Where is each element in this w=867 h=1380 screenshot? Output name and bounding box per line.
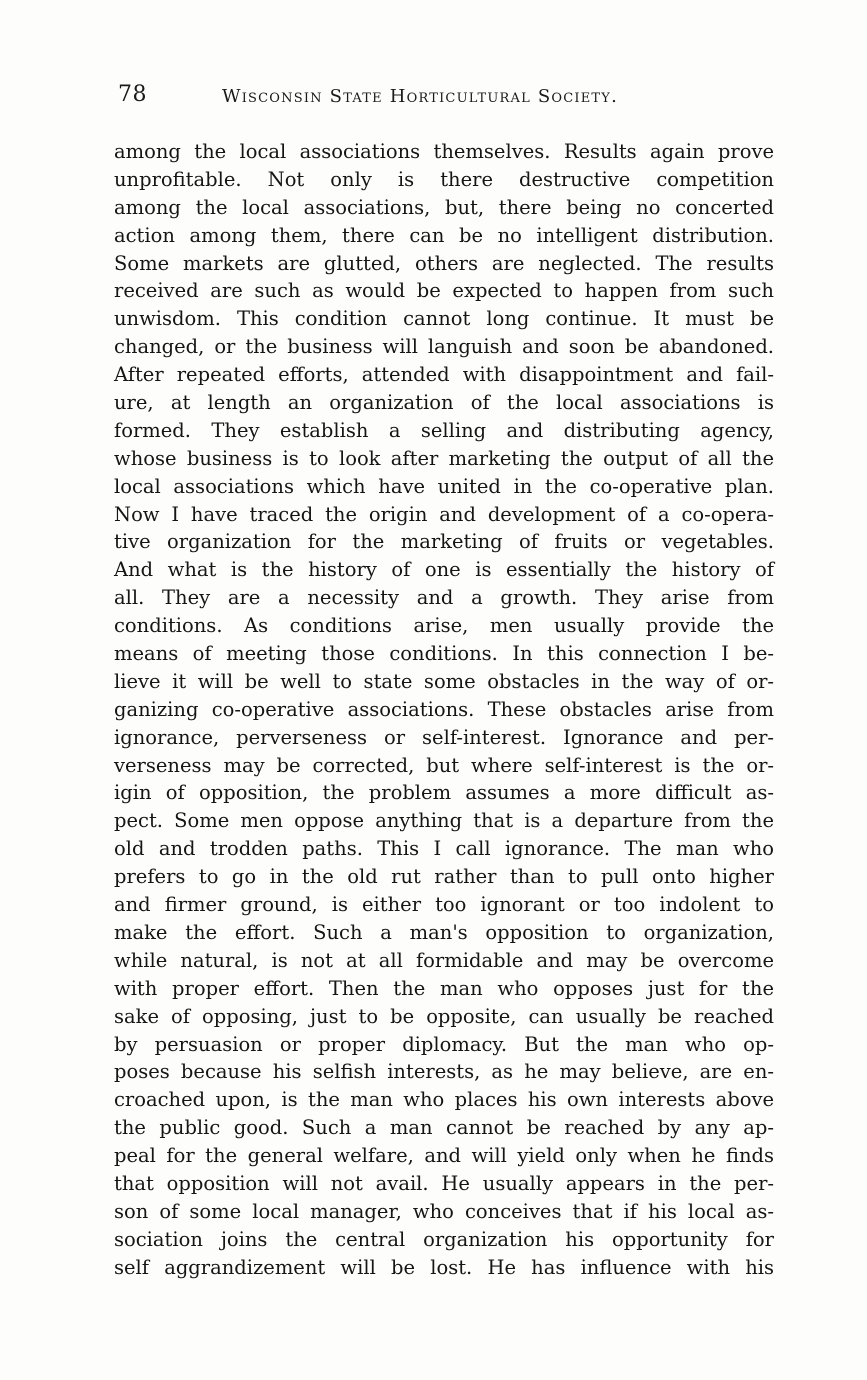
text-line: make the effort. Such a man's opposition to organization, xyxy=(114,920,774,944)
text-line: old and trodden paths. This I call ignorance. The man who xyxy=(114,837,774,861)
text-line: whose business is to look after marketing the output of all the xyxy=(114,446,774,470)
text-line: self aggrandizement will be lost. He has influence with his xyxy=(114,1255,774,1279)
text-line: local associations which have united in the co-operative plan. xyxy=(114,474,774,498)
text-line: the public good. Such a man cannot be reached by any ap- xyxy=(114,1116,774,1140)
text-line: and firmer ground, is either too ignorant or too indolent to xyxy=(114,893,774,917)
text-line: unwisdom. This condition cannot long continue. It must be xyxy=(114,307,774,331)
text-line: verseness may be corrected, but where self-interest is the or- xyxy=(114,753,774,777)
text-line: sociation joins the central organization his opportunity for xyxy=(114,1227,774,1251)
text-line: son of some local manager, who conceives that if his local as- xyxy=(114,1199,774,1223)
text-line: that opposition will not avail. He usually appears in the per- xyxy=(114,1171,774,1195)
page-header xyxy=(118,82,678,114)
page-number: 78 xyxy=(118,82,147,107)
text-line: Now I have traced the origin and development of a co-opera- xyxy=(114,502,774,526)
text-line: means of meeting those conditions. In this connection I be- xyxy=(114,642,774,666)
text-line: And what is the history of one is essentially the history of xyxy=(114,558,774,582)
text-line: poses because his selfish interests, as he may believe, are en- xyxy=(114,1060,774,1084)
text-line: received are such as would be expected to happen from such xyxy=(114,279,774,303)
text-line: changed, or the business will languish and soon be abandoned. xyxy=(114,335,774,359)
text-line: peal for the general welfare, and will yield only when he finds xyxy=(114,1144,774,1168)
text-line: tive organization for the marketing of fruits or vegetables. xyxy=(114,530,774,554)
text-line: ignorance, perverseness or self-interest. Ignorance and per- xyxy=(114,725,774,749)
text-line: After repeated efforts, attended with disappointment and fail- xyxy=(114,363,774,387)
text-line: igin of opposition, the problem assumes a more difficult as- xyxy=(114,781,774,805)
text-line: formed. They establish a selling and distributing agency, xyxy=(114,418,774,442)
running-head: Wisconsin State Horticultural Society. xyxy=(222,86,618,107)
body-text xyxy=(114,138,774,1282)
text-line: among the local associations themselves. Results again prove xyxy=(114,140,774,163)
text-line: by persuasion or proper diplomacy. But the man who op- xyxy=(114,1032,774,1056)
text-line: sake of opposing, just to be opposite, can usually be reached xyxy=(114,1004,774,1028)
text-line: all. They are a necessity and a growth. They arise from xyxy=(114,586,774,610)
text-line: ure, at length an organization of the local associations is xyxy=(114,391,774,415)
text-line: croached upon, is the man who places his own interests above xyxy=(114,1088,774,1112)
text-line: lieve it will be well to state some obstacles in the way of or- xyxy=(114,669,774,693)
text-line: among the local associations, but, there being no concerted xyxy=(114,195,774,219)
text-line: while natural, is not at all formidable and may be overcome xyxy=(114,948,774,972)
text-line: Some markets are glutted, others are neglected. The results xyxy=(114,251,774,275)
text-line: conditions. As conditions arise, men usually provide the xyxy=(114,614,774,638)
text-line: action among them, there can be no intelligent distribution. xyxy=(114,223,774,247)
text-line: with proper effort. Then the man who opposes just for the xyxy=(114,976,774,1000)
text-line: unprofitable. Not only is there destructive competition xyxy=(114,167,774,191)
text-line: pect. Some men oppose anything that is a departure from the xyxy=(114,809,774,833)
text-line: ganizing co-operative associations. These obstacles arise from xyxy=(114,697,774,721)
text-line: prefers to go in the old rut rather than to pull onto higher xyxy=(114,865,774,889)
